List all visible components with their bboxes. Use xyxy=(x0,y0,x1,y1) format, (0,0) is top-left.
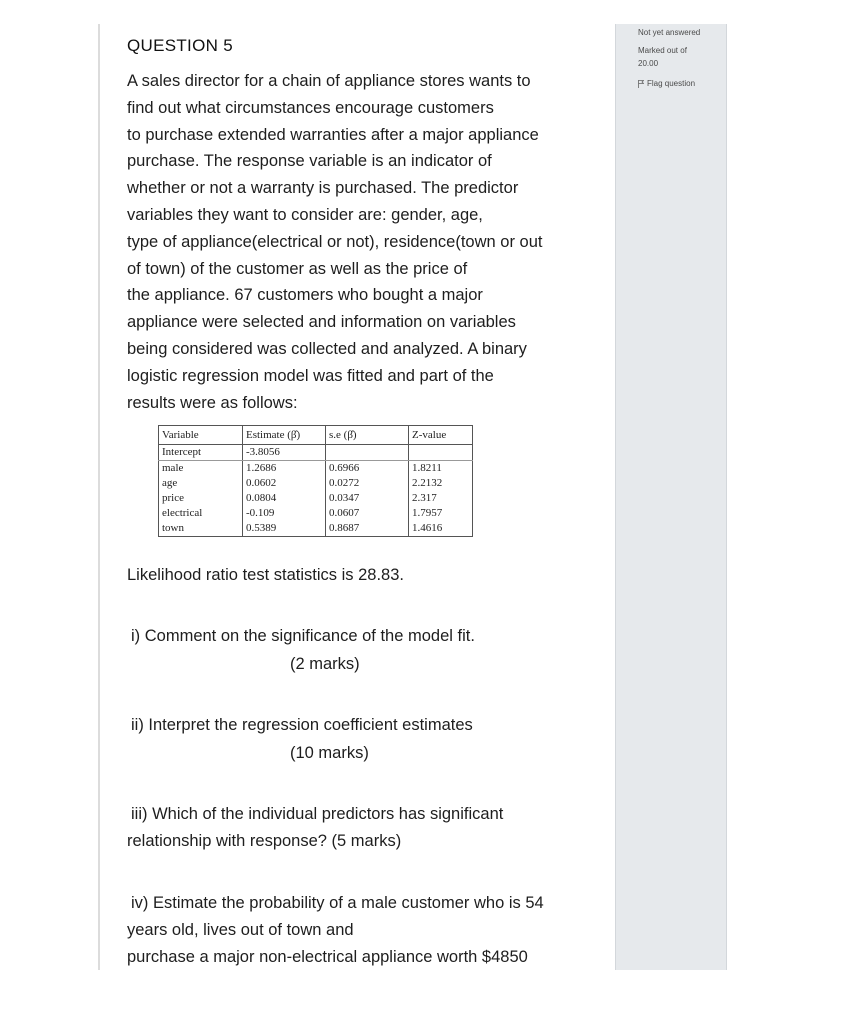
table-cell: age xyxy=(159,476,243,491)
table-cell: Intercept xyxy=(159,445,243,461)
part-ii-text: ii) Interpret the regression coefficient estimates xyxy=(131,716,473,734)
marked-value: 20.00 xyxy=(638,59,659,68)
part-i-text: i) Comment on the significance of the model fit. xyxy=(131,627,475,645)
paragraph-line: type of appliance(electrical or not), residence(town or out xyxy=(127,232,543,251)
paragraph-line: being considered was collected and analyzed. A binary xyxy=(127,339,527,358)
table-cell: 1.7957 xyxy=(409,506,473,521)
table-cell: 2.2132 xyxy=(409,476,473,491)
regression-results-table xyxy=(158,425,473,537)
table-row xyxy=(159,445,473,461)
table-header-cell: Variable xyxy=(159,426,243,445)
table-cell: 1.2686 xyxy=(243,461,326,477)
paragraph-line: the appliance. 67 customers who bought a major xyxy=(127,286,483,305)
part-iv-text-cont: years old, lives out of town and xyxy=(127,921,354,939)
flag-icon xyxy=(638,80,644,88)
table-cell: 0.0607 xyxy=(326,506,409,521)
table-cell: price xyxy=(159,491,243,506)
question-paragraph xyxy=(127,68,607,416)
part-iii-text-cont: relationship with response? (5 marks) xyxy=(127,832,402,850)
question-info-panel xyxy=(615,24,727,970)
table-row xyxy=(159,461,473,477)
flag-question-label: Flag question xyxy=(647,79,696,88)
part-iv-text-cont: purchase a major non-electrical appliance worth $4850 xyxy=(127,948,528,966)
table-cell: 0.0804 xyxy=(243,491,326,506)
table-header-cell: s.e (β̂) xyxy=(326,426,409,445)
table-cell xyxy=(409,445,473,461)
paragraph-line: variables they want to consider are: gender, age, xyxy=(127,205,483,224)
table-cell: 0.0272 xyxy=(326,476,409,491)
table-cell: -0.109 xyxy=(243,506,326,521)
table-cell: electrical xyxy=(159,506,243,521)
table-cell: male xyxy=(159,461,243,477)
table-row xyxy=(159,506,473,521)
paragraph-line: find out what circumstances encourage customers xyxy=(127,98,494,117)
table-cell: 2.317 xyxy=(409,491,473,506)
part-iv-text: iv) Estimate the probability of a male customer who is 54 xyxy=(131,894,544,912)
paragraph-line: whether or not a warranty is purchased. The predictor xyxy=(127,179,519,198)
question-status: Not yet answered xyxy=(638,28,701,37)
paragraph-line: appliance were selected and information on variables xyxy=(127,313,516,332)
paragraph-line: purchase. The response variable is an indicator of xyxy=(127,152,492,171)
table-cell: 0.0602 xyxy=(243,476,326,491)
table-cell: 1.4616 xyxy=(409,521,473,537)
marked-out-of xyxy=(638,44,687,70)
table-row xyxy=(159,476,473,491)
likelihood-ratio-statement: Likelihood ratio test statistics is 28.83. xyxy=(127,566,404,584)
paragraph-line: logistic regression model was fitted and part of the xyxy=(127,366,494,385)
part-i-marks: (2 marks) xyxy=(290,655,360,673)
table-header-cell: Estimate (β̂) xyxy=(243,426,326,445)
table-cell: 1.8211 xyxy=(409,461,473,477)
part-iii-text: iii) Which of the individual predictors has significant xyxy=(131,805,504,823)
table-cell: town xyxy=(159,521,243,537)
paragraph-line: of town) of the customer as well as the price of xyxy=(127,259,468,278)
table-row xyxy=(159,521,473,537)
table-cell: -3.8056 xyxy=(243,445,326,461)
question-left-border xyxy=(98,24,100,970)
part-ii-marks: (10 marks) xyxy=(290,744,369,762)
table-cell: 0.8687 xyxy=(326,521,409,537)
table-header-row xyxy=(159,426,473,445)
table-cell: 0.6966 xyxy=(326,461,409,477)
table-cell xyxy=(326,445,409,461)
table-cell: 0.0347 xyxy=(326,491,409,506)
paragraph-line: A sales director for a chain of appliance stores wants to xyxy=(127,72,531,90)
paragraph-line: to purchase extended warranties after a major appliance xyxy=(127,125,539,144)
table-row xyxy=(159,491,473,506)
question-title: QUESTION 5 xyxy=(127,36,233,55)
paragraph-line: results were as follows: xyxy=(127,393,298,412)
flag-question-button[interactable] xyxy=(638,77,695,90)
table-header-cell: Z-value xyxy=(409,426,473,445)
marked-label: Marked out of xyxy=(638,46,687,55)
table-cell: 0.5389 xyxy=(243,521,326,537)
